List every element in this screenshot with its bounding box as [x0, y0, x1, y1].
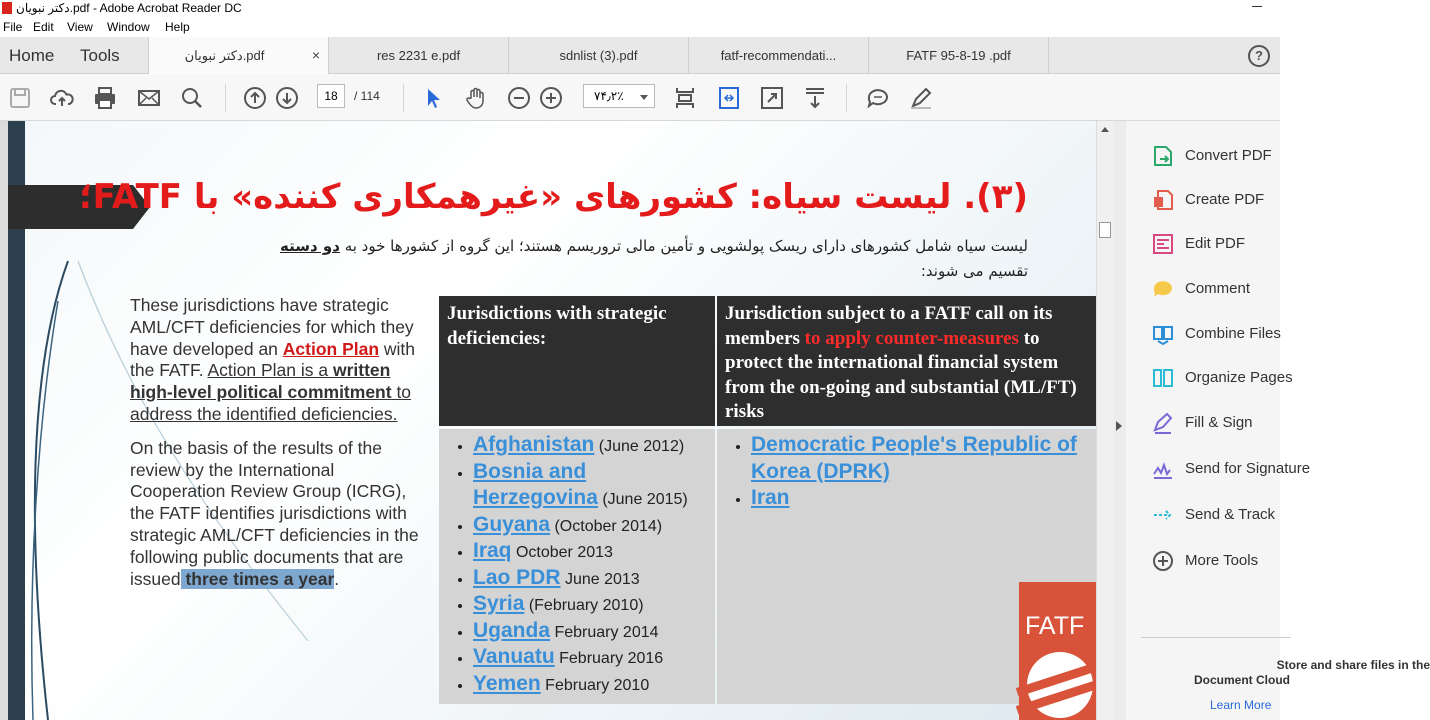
page-number-input[interactable] [317, 84, 345, 108]
edit-pdf-icon [1152, 233, 1174, 255]
fatf-logo [1019, 582, 1096, 720]
title-bar [0, 0, 1280, 17]
list-item [473, 619, 707, 646]
tools-pane [1126, 121, 1430, 720]
highlight-pen-icon[interactable] [909, 86, 933, 110]
scroll-mode-icon[interactable] [803, 86, 827, 110]
tab-doc-3[interactable] [509, 37, 689, 74]
text: written high-level political commitment [130, 360, 392, 403]
tool-label: Fill & Sign [1185, 414, 1253, 431]
date: (June 2012) [594, 438, 685, 455]
tool-label: Convert PDF [1185, 147, 1272, 164]
print-icon[interactable] [93, 86, 117, 110]
tool-convert-pdf[interactable] [1126, 141, 1286, 171]
pdf-app-icon [2, 2, 12, 14]
desc-suffix: تقسیم می شوند: [920, 262, 1028, 280]
list-item [473, 539, 707, 566]
text: to apply counter-measures [804, 327, 1019, 349]
tab-label: sdnlist (3).pdf [559, 48, 638, 63]
paragraph-action-plan [130, 295, 426, 426]
previous-page-icon[interactable] [243, 86, 267, 110]
country-link[interactable]: Lao PDR [473, 565, 561, 589]
promo-line: Store and share files in the [1276, 658, 1430, 672]
pdf-page [8, 121, 1096, 720]
document-cloud-promo [1126, 658, 1430, 688]
create-pdf-icon [1152, 189, 1174, 211]
country-link[interactable]: Bosnia and Herzegovina [473, 459, 598, 509]
tool-label: Combine Files [1185, 325, 1281, 342]
fill-sign-icon [1152, 412, 1174, 434]
tool-combine-files[interactable] [1126, 319, 1286, 349]
country-link[interactable]: Syria [473, 592, 525, 615]
combine-files-icon [1152, 323, 1174, 345]
date: (June 2015) [597, 491, 688, 508]
text: to protect the international financial system from the on-going and substantial (ML/FT) risks [725, 327, 1077, 422]
fit-page-icon[interactable] [673, 86, 697, 110]
date: February 2014 [550, 623, 659, 641]
list-item [473, 645, 707, 672]
minimize-icon[interactable] [1250, 0, 1264, 10]
toolbar-divider [846, 84, 847, 112]
text: to address the identified deficiencies. [130, 382, 412, 424]
list-item [473, 513, 707, 540]
menu-window[interactable]: Window [107, 20, 150, 34]
text: These jurisdictions have strategic AML/CFT deficiencies for which they have developed an [130, 295, 414, 359]
send-signature-icon [1152, 458, 1174, 480]
send-track-icon [1152, 504, 1174, 526]
country-link[interactable]: Afghanistan [473, 433, 595, 456]
menu-help[interactable]: Help [165, 20, 190, 34]
tool-comment[interactable] [1126, 274, 1286, 304]
chevron-right-icon [1116, 421, 1122, 431]
text: Action Plan is a [207, 360, 333, 381]
toolbar-divider [403, 84, 404, 112]
country-link[interactable]: Uganda [473, 618, 551, 642]
page-total: / 114 [354, 89, 380, 103]
tool-send-for-signature[interactable] [1126, 454, 1311, 484]
scroll-up-icon[interactable] [1101, 127, 1109, 132]
chevron-down-icon [640, 95, 648, 100]
tool-organize-pages[interactable] [1126, 363, 1293, 393]
jurisdictions-table [439, 296, 1096, 704]
list-item [473, 566, 707, 593]
zoom-out-icon[interactable] [507, 86, 531, 110]
date: February 2016 [554, 650, 664, 667]
tool-label: More Tools [1185, 552, 1259, 569]
date: October 2013 [511, 544, 613, 561]
zoom-value: ۷۴٫۲٪ [594, 89, 624, 103]
logo-text: FATF [1025, 612, 1085, 640]
more-tools-icon [1152, 550, 1174, 572]
convert-pdf-icon [1152, 145, 1174, 167]
slide-title-fa: (۳). لیست سیاه: کشورهای «غیرهمکاری کننده» با FATF؛ [78, 177, 1028, 217]
highlighted-text: three times a year [180, 568, 335, 589]
menu-file[interactable]: File [3, 20, 23, 34]
tab-label: دکتر نبویان.pdf [184, 48, 265, 63]
tab-doc-4[interactable] [689, 37, 869, 74]
menu-view[interactable]: View [67, 20, 93, 34]
text: Jurisdiction subject to a FATF call on its members [725, 303, 1053, 349]
list-item [751, 433, 1088, 486]
comment-icon [1152, 278, 1174, 300]
desc-prefix: لیست سیاه شامل کشورهای دارای ریسک پولشویی و تأمین مالی تروریسم هستند؛ این گروه از کشورها خود به [339, 237, 1028, 255]
table-header-col1: Jurisdictions with strategic deficiencies: [439, 296, 715, 426]
upload-cloud-icon[interactable] [50, 86, 74, 110]
tool-create-pdf[interactable] [1126, 185, 1286, 215]
tab-label: FATF 95-8-19 .pdf [906, 48, 1011, 63]
tab-doc-1[interactable] [148, 37, 329, 74]
date: (October 2014) [550, 517, 663, 535]
tab-label: res 2231 e.pdf [376, 48, 461, 63]
search-icon[interactable] [180, 86, 204, 110]
country-link[interactable]: Iraq [473, 539, 512, 562]
tool-label: Organize Pages [1185, 369, 1293, 386]
save-icon[interactable] [8, 86, 32, 110]
left-panel-edge [0, 121, 8, 720]
zoom-select[interactable] [583, 84, 655, 108]
tool-send-track[interactable] [1126, 500, 1286, 530]
menu-edit[interactable]: Edit [33, 20, 54, 34]
tool-label: Send for Signature [1185, 460, 1311, 477]
tool-label: Edit PDF [1185, 235, 1246, 252]
tool-more-tools[interactable] [1126, 546, 1286, 576]
tool-label: Comment [1185, 280, 1251, 297]
pane-divider [1141, 637, 1291, 638]
table-header-col2 [717, 296, 1096, 426]
country-link[interactable]: Vanuatu [473, 645, 555, 668]
nav-home[interactable]: Home [9, 46, 55, 65]
scroll-thumb[interactable] [1099, 222, 1111, 238]
text: On the basis of the results of the review by the International Cooperation Review Group (ICRG), the FATF identifies jurisdictions with strategic AML/CFT deficiencies in the following public documents that are issued [130, 437, 419, 589]
left-text-block [130, 295, 426, 602]
fit-width-icon[interactable] [717, 86, 741, 110]
counter-measures-list [725, 433, 1088, 513]
list-item [751, 486, 1088, 513]
date: (February 2010) [524, 597, 644, 614]
slide-description-fa [268, 234, 1028, 284]
comment-icon[interactable] [866, 86, 890, 110]
learn-more-link[interactable]: Learn More [1210, 698, 1272, 712]
email-icon[interactable] [137, 86, 161, 110]
tool-label: Create PDF [1185, 191, 1265, 208]
tab-bar [0, 37, 1280, 74]
date: February 2010 [540, 676, 650, 694]
tools-pane-toggle[interactable] [1113, 121, 1126, 720]
desc-bold: دو دسته [280, 237, 340, 255]
country-link[interactable]: Democratic People's Republic of Korea (DPRK) [751, 433, 1077, 483]
next-page-icon[interactable] [275, 86, 299, 110]
document-viewport[interactable] [0, 121, 1096, 720]
list-item [473, 592, 707, 619]
text: . [334, 568, 340, 589]
action-plan-link[interactable]: Action Plan [282, 338, 380, 359]
window-title: دکتر نبویان.pdf - Adobe Acrobat Reader DC [16, 1, 242, 15]
tool-label: Send & Track [1185, 506, 1276, 523]
close-tab-icon[interactable]: × [311, 47, 320, 63]
country-link[interactable]: Yemen [473, 671, 541, 695]
text: with the FATF. [130, 338, 416, 381]
vertical-scrollbar[interactable] [1096, 121, 1113, 720]
paragraph-icrg [130, 438, 426, 591]
hand-tool-icon[interactable] [464, 86, 488, 110]
zoom-in-icon[interactable] [539, 86, 563, 110]
organize-pages-icon [1152, 367, 1174, 389]
menu-bar [0, 17, 1280, 37]
toolbar-divider [225, 84, 226, 112]
tool-fill-sign[interactable] [1126, 408, 1286, 438]
nav-tools[interactable]: Tools [80, 46, 120, 65]
tab-doc-2[interactable] [329, 37, 509, 74]
tab-label: fatf-recommendati... [720, 48, 837, 63]
table-cell-col1 [439, 429, 715, 704]
full-screen-icon[interactable] [760, 86, 784, 110]
strategic-deficiency-list [447, 433, 707, 698]
list-item [473, 433, 707, 460]
list-item [473, 460, 707, 513]
select-pointer-icon[interactable] [421, 86, 445, 110]
country-link[interactable]: Iran [751, 486, 790, 509]
tool-edit-pdf[interactable] [1126, 229, 1286, 259]
promo-line: Document Cloud [1194, 673, 1290, 687]
country-link[interactable]: Guyana [473, 512, 551, 536]
help-icon[interactable]: ? [1248, 45, 1270, 67]
toolbar [0, 74, 1280, 121]
date: June 2013 [560, 570, 640, 588]
tab-doc-5[interactable] [869, 37, 1049, 74]
list-item [473, 672, 707, 699]
